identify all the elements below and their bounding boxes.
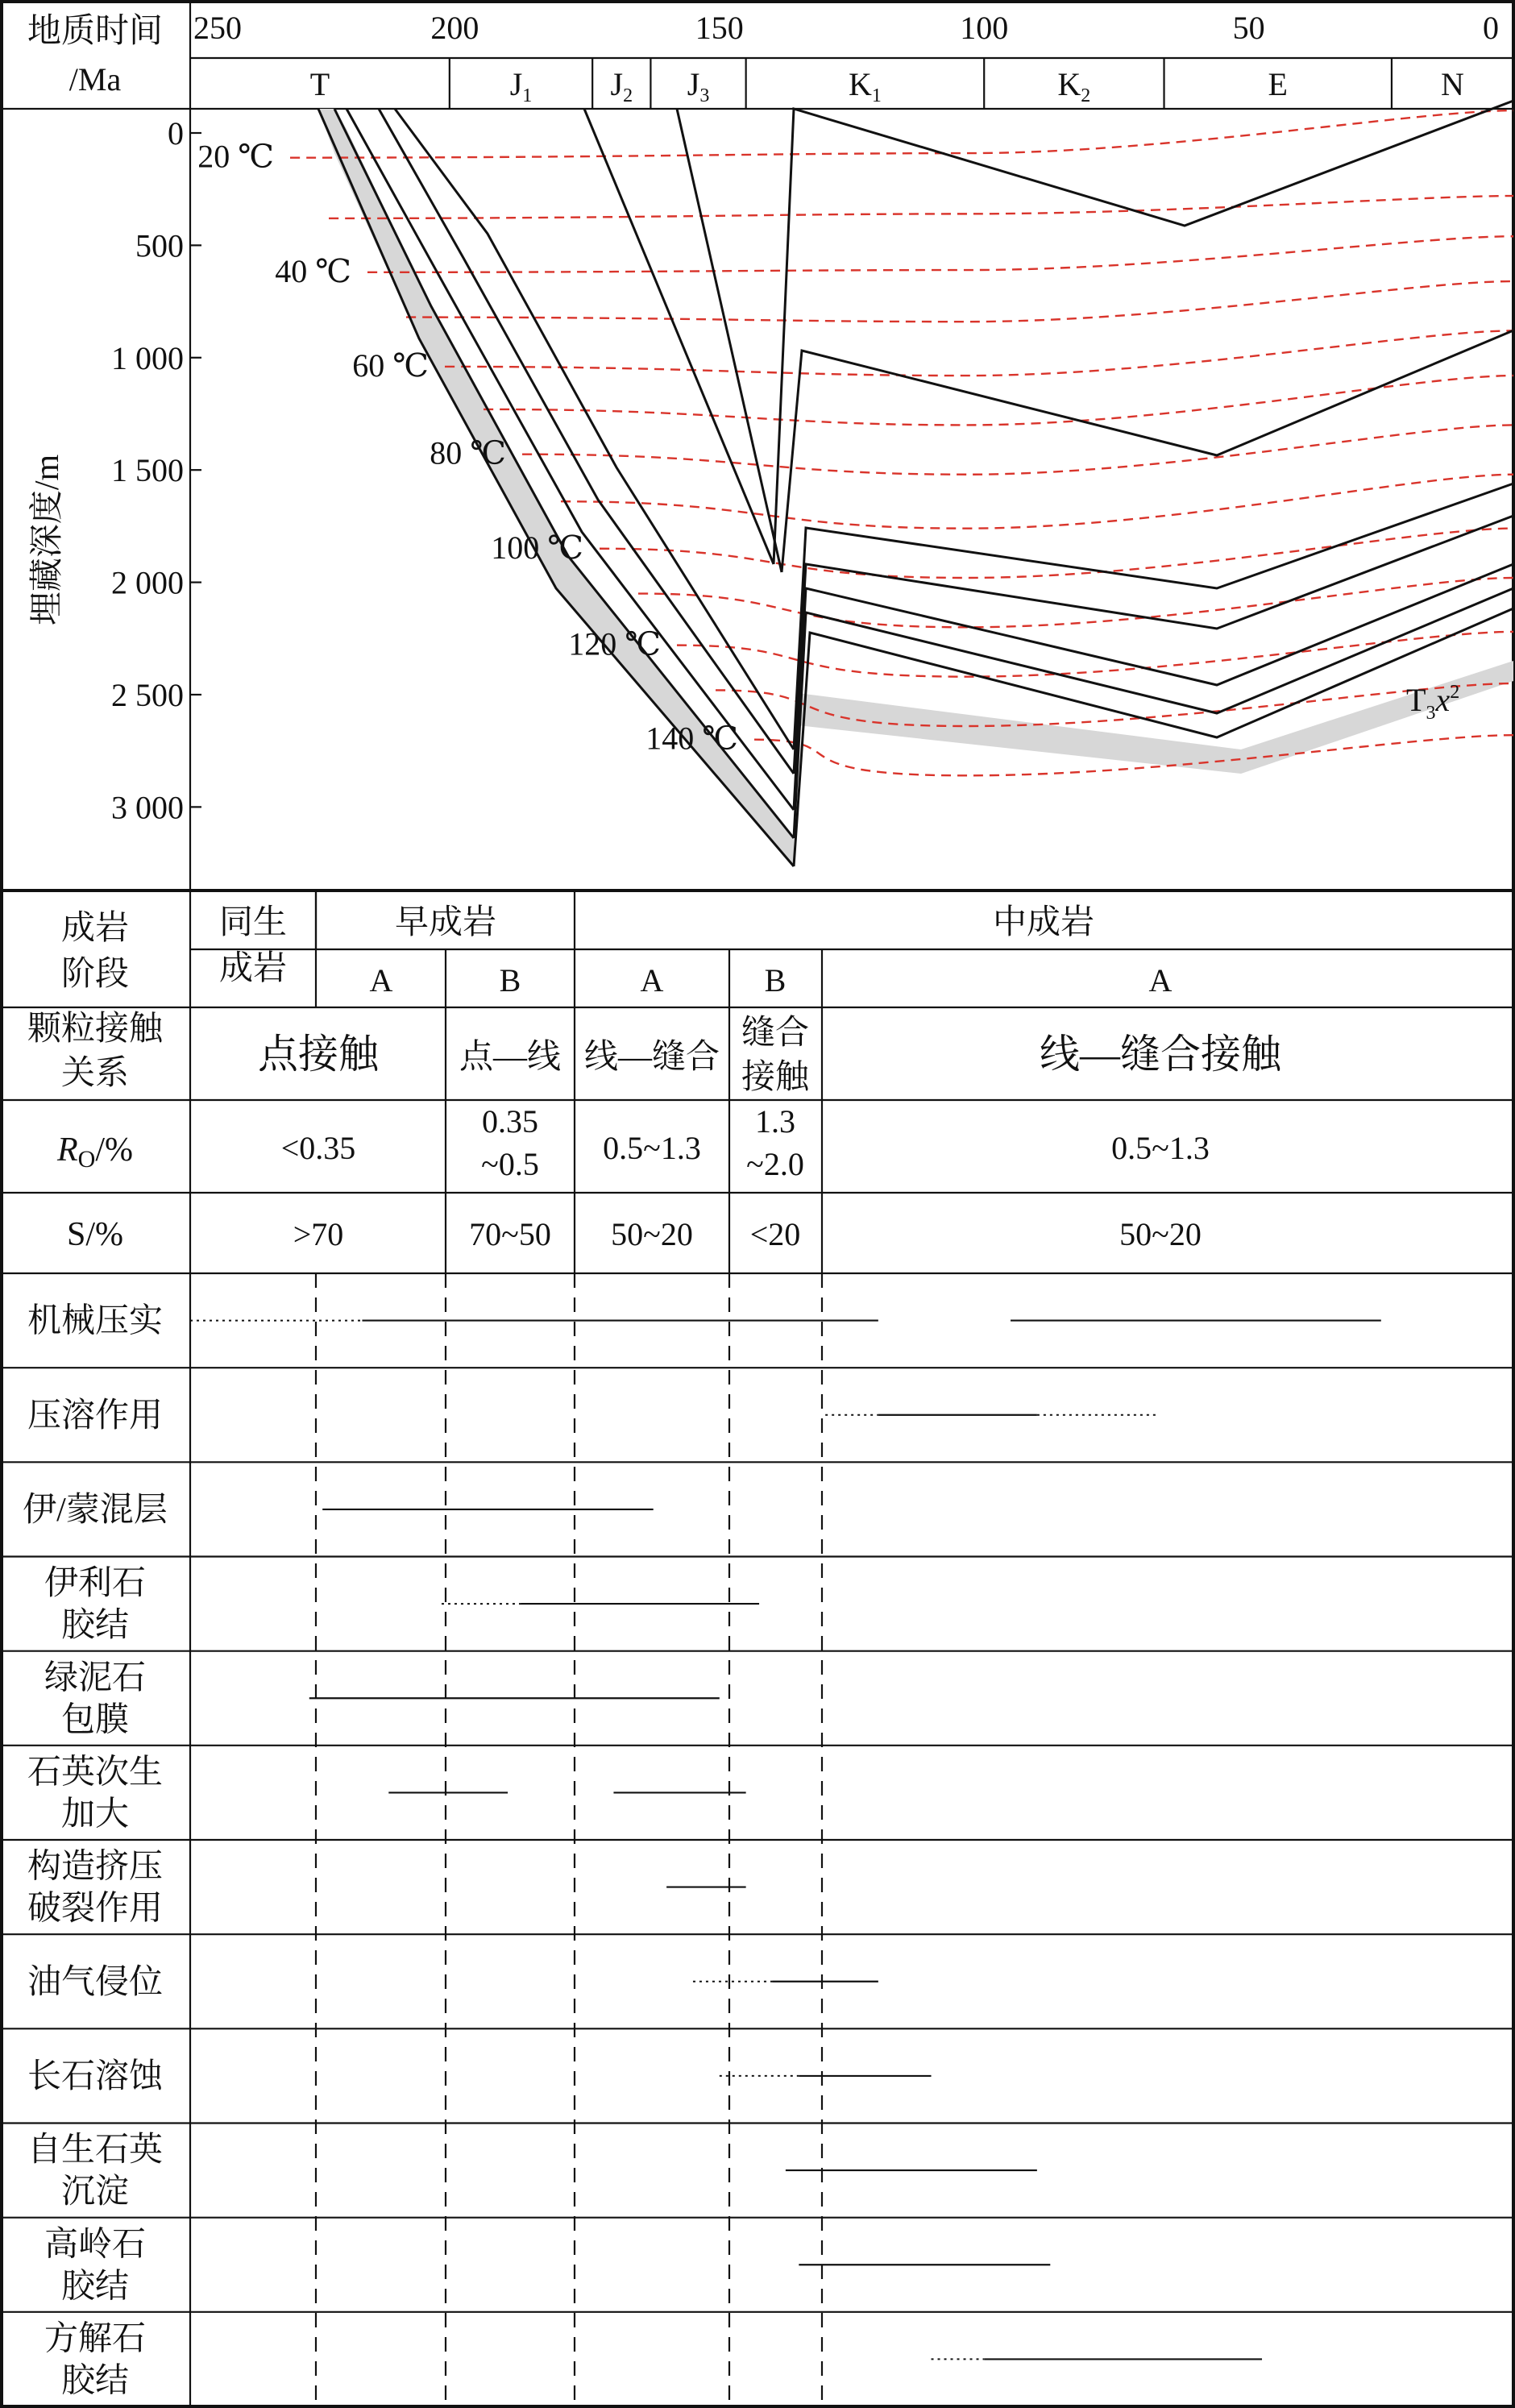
depth-axis-ticks (111, 115, 201, 825)
contact-line-suture: 线—缝合 (583, 1039, 720, 1076)
process-label: 胶结 (60, 1607, 130, 1645)
stage-sub-a3: A (1148, 962, 1173, 998)
stage-syngenetic: 同生 (218, 904, 288, 941)
period-label: $K_1$ (848, 66, 882, 106)
time-tick-label: 100 (960, 10, 1009, 46)
depth-tick-label: 2 500 (111, 676, 184, 713)
contact-suture: 缝合 (741, 1015, 810, 1052)
burial-history-panel (2, 2, 1513, 891)
stage-sub-a1: A (369, 962, 393, 998)
isotherm-label: 20 ℃ (197, 138, 274, 175)
svg-text:关系: 关系 (60, 1055, 130, 1092)
isotherm-line (367, 236, 1513, 272)
contact-row-label: 颗粒接触 (27, 1011, 164, 1048)
process-label: 构造挤压 (27, 1848, 164, 1886)
svg-text:阶段: 阶段 (60, 956, 130, 993)
outer-frame (2, 2, 1513, 2406)
isotherm-line (561, 475, 1513, 529)
isotherm-line (600, 529, 1513, 578)
ro-value-1: <0.35 (280, 1130, 356, 1166)
ro-value-3: 0.5~1.3 (603, 1130, 701, 1166)
s-value-4: <20 (749, 1216, 801, 1252)
process-label: 压溶作用 (27, 1397, 164, 1434)
contact-line-suture-contact: 线—缝合接触 (1040, 1032, 1281, 1077)
isotherm-line (638, 578, 1513, 627)
s-row-label: S/% (66, 1216, 124, 1253)
time-axis-unit: /Ma (68, 61, 122, 98)
s-value-1: >70 (293, 1216, 344, 1252)
isotherm-line (406, 281, 1513, 322)
stage-sub-a2: A (640, 962, 664, 998)
svg-text:~2.0: ~2.0 (746, 1146, 804, 1182)
depth-tick-label: 3 000 (111, 789, 184, 826)
ro-value-2: 0.35 (482, 1103, 538, 1140)
stage-sub-b1: B (499, 962, 521, 998)
ro-value-5: 0.5~1.3 (1111, 1130, 1210, 1166)
s-value-2: 70~50 (469, 1216, 551, 1252)
process-label: 自生石英 (27, 2132, 164, 2169)
process-label: 包膜 (60, 1701, 130, 1739)
process-label: 油气侵位 (27, 1963, 164, 2001)
time-axis-label: 地质时间 (27, 13, 164, 50)
isotherm-label: 140 ℃ (645, 720, 738, 757)
period-label: $K_2$ (1057, 66, 1091, 106)
process-label: 机械压实 (27, 1302, 164, 1340)
process-label: 加大 (60, 1796, 130, 1833)
process-label: 伊/蒙混层 (23, 1491, 168, 1529)
depth-tick-label: 1 000 (111, 339, 184, 376)
time-tick-label: 50 (1232, 10, 1265, 46)
process-label: 破裂作用 (27, 1890, 164, 1928)
stage-middle: 中成岩 (992, 904, 1095, 941)
process-label: 绿泥石 (44, 1659, 147, 1697)
depth-tick-label: 1 500 (111, 452, 184, 489)
s-value-5: 50~20 (1119, 1216, 1202, 1252)
svg-text:成岩: 成岩 (218, 950, 288, 987)
contact-point: 点接触 (258, 1032, 379, 1077)
period-label: T (309, 66, 330, 102)
process-label: 石英次生 (27, 1754, 164, 1791)
sandstone-shading (318, 109, 1513, 866)
time-axis-ticks (193, 10, 1499, 46)
stage-row-label: 成岩 (60, 910, 130, 947)
isotherm-label: 40 ℃ (275, 252, 351, 289)
contact-point-line: 点—线 (459, 1039, 562, 1076)
geologic-periods (310, 58, 1464, 109)
process-label: 高岭石 (44, 2226, 147, 2264)
diagenesis-table (2, 891, 1513, 2406)
burial-curves (318, 101, 1513, 866)
period-label: $J_3$ (687, 66, 710, 106)
isotherm-label: 80 ℃ (430, 434, 506, 471)
isotherm-line (522, 425, 1513, 474)
stage-sub-b2: B (764, 962, 787, 998)
process-label: 方解石 (44, 2320, 147, 2358)
depth-tick-label: 0 (168, 115, 184, 152)
ro-row-label: RO/% (57, 1131, 133, 1173)
process-label: 胶结 (60, 2362, 130, 2400)
isotherm-label: 120 ℃ (568, 625, 661, 662)
period-label: E (1268, 66, 1288, 102)
process-label: 胶结 (60, 2268, 130, 2306)
isotherm-label: 60 ℃ (352, 347, 429, 384)
process-label: 沉淀 (60, 2173, 130, 2211)
period-label: $J_2$ (610, 66, 633, 106)
time-tick-label: 150 (695, 10, 744, 46)
diagenetic-processes (2, 1303, 1513, 2400)
isotherm-label: 100 ℃ (491, 529, 583, 566)
isotherm-line (445, 330, 1513, 376)
depth-axis-label: 埋藏深度/m (29, 454, 66, 626)
isotherm-line (290, 110, 1513, 158)
period-label: N (1441, 66, 1464, 102)
time-tick-label: 250 (193, 10, 242, 46)
svg-text:~0.5: ~0.5 (481, 1146, 539, 1182)
depth-tick-label: 500 (135, 227, 184, 264)
period-label: $J_1$ (509, 66, 533, 106)
ro-value-4: 1.3 (755, 1103, 795, 1140)
isotherm-line (329, 196, 1513, 218)
svg-text:接触: 接触 (741, 1059, 810, 1096)
time-tick-label: 0 (1483, 10, 1499, 46)
process-label: 伊利石 (44, 1565, 147, 1603)
isotherm-lines (197, 110, 1513, 775)
process-label: 长石溶蚀 (27, 2057, 164, 2095)
depth-tick-label: 2 000 (111, 564, 184, 601)
time-tick-label: 200 (430, 10, 479, 46)
stage-early: 早成岩 (394, 904, 497, 941)
svg-text:T3x2: $T_3x^2$ (1406, 682, 1460, 724)
s-value-3: 50~20 (611, 1216, 693, 1252)
